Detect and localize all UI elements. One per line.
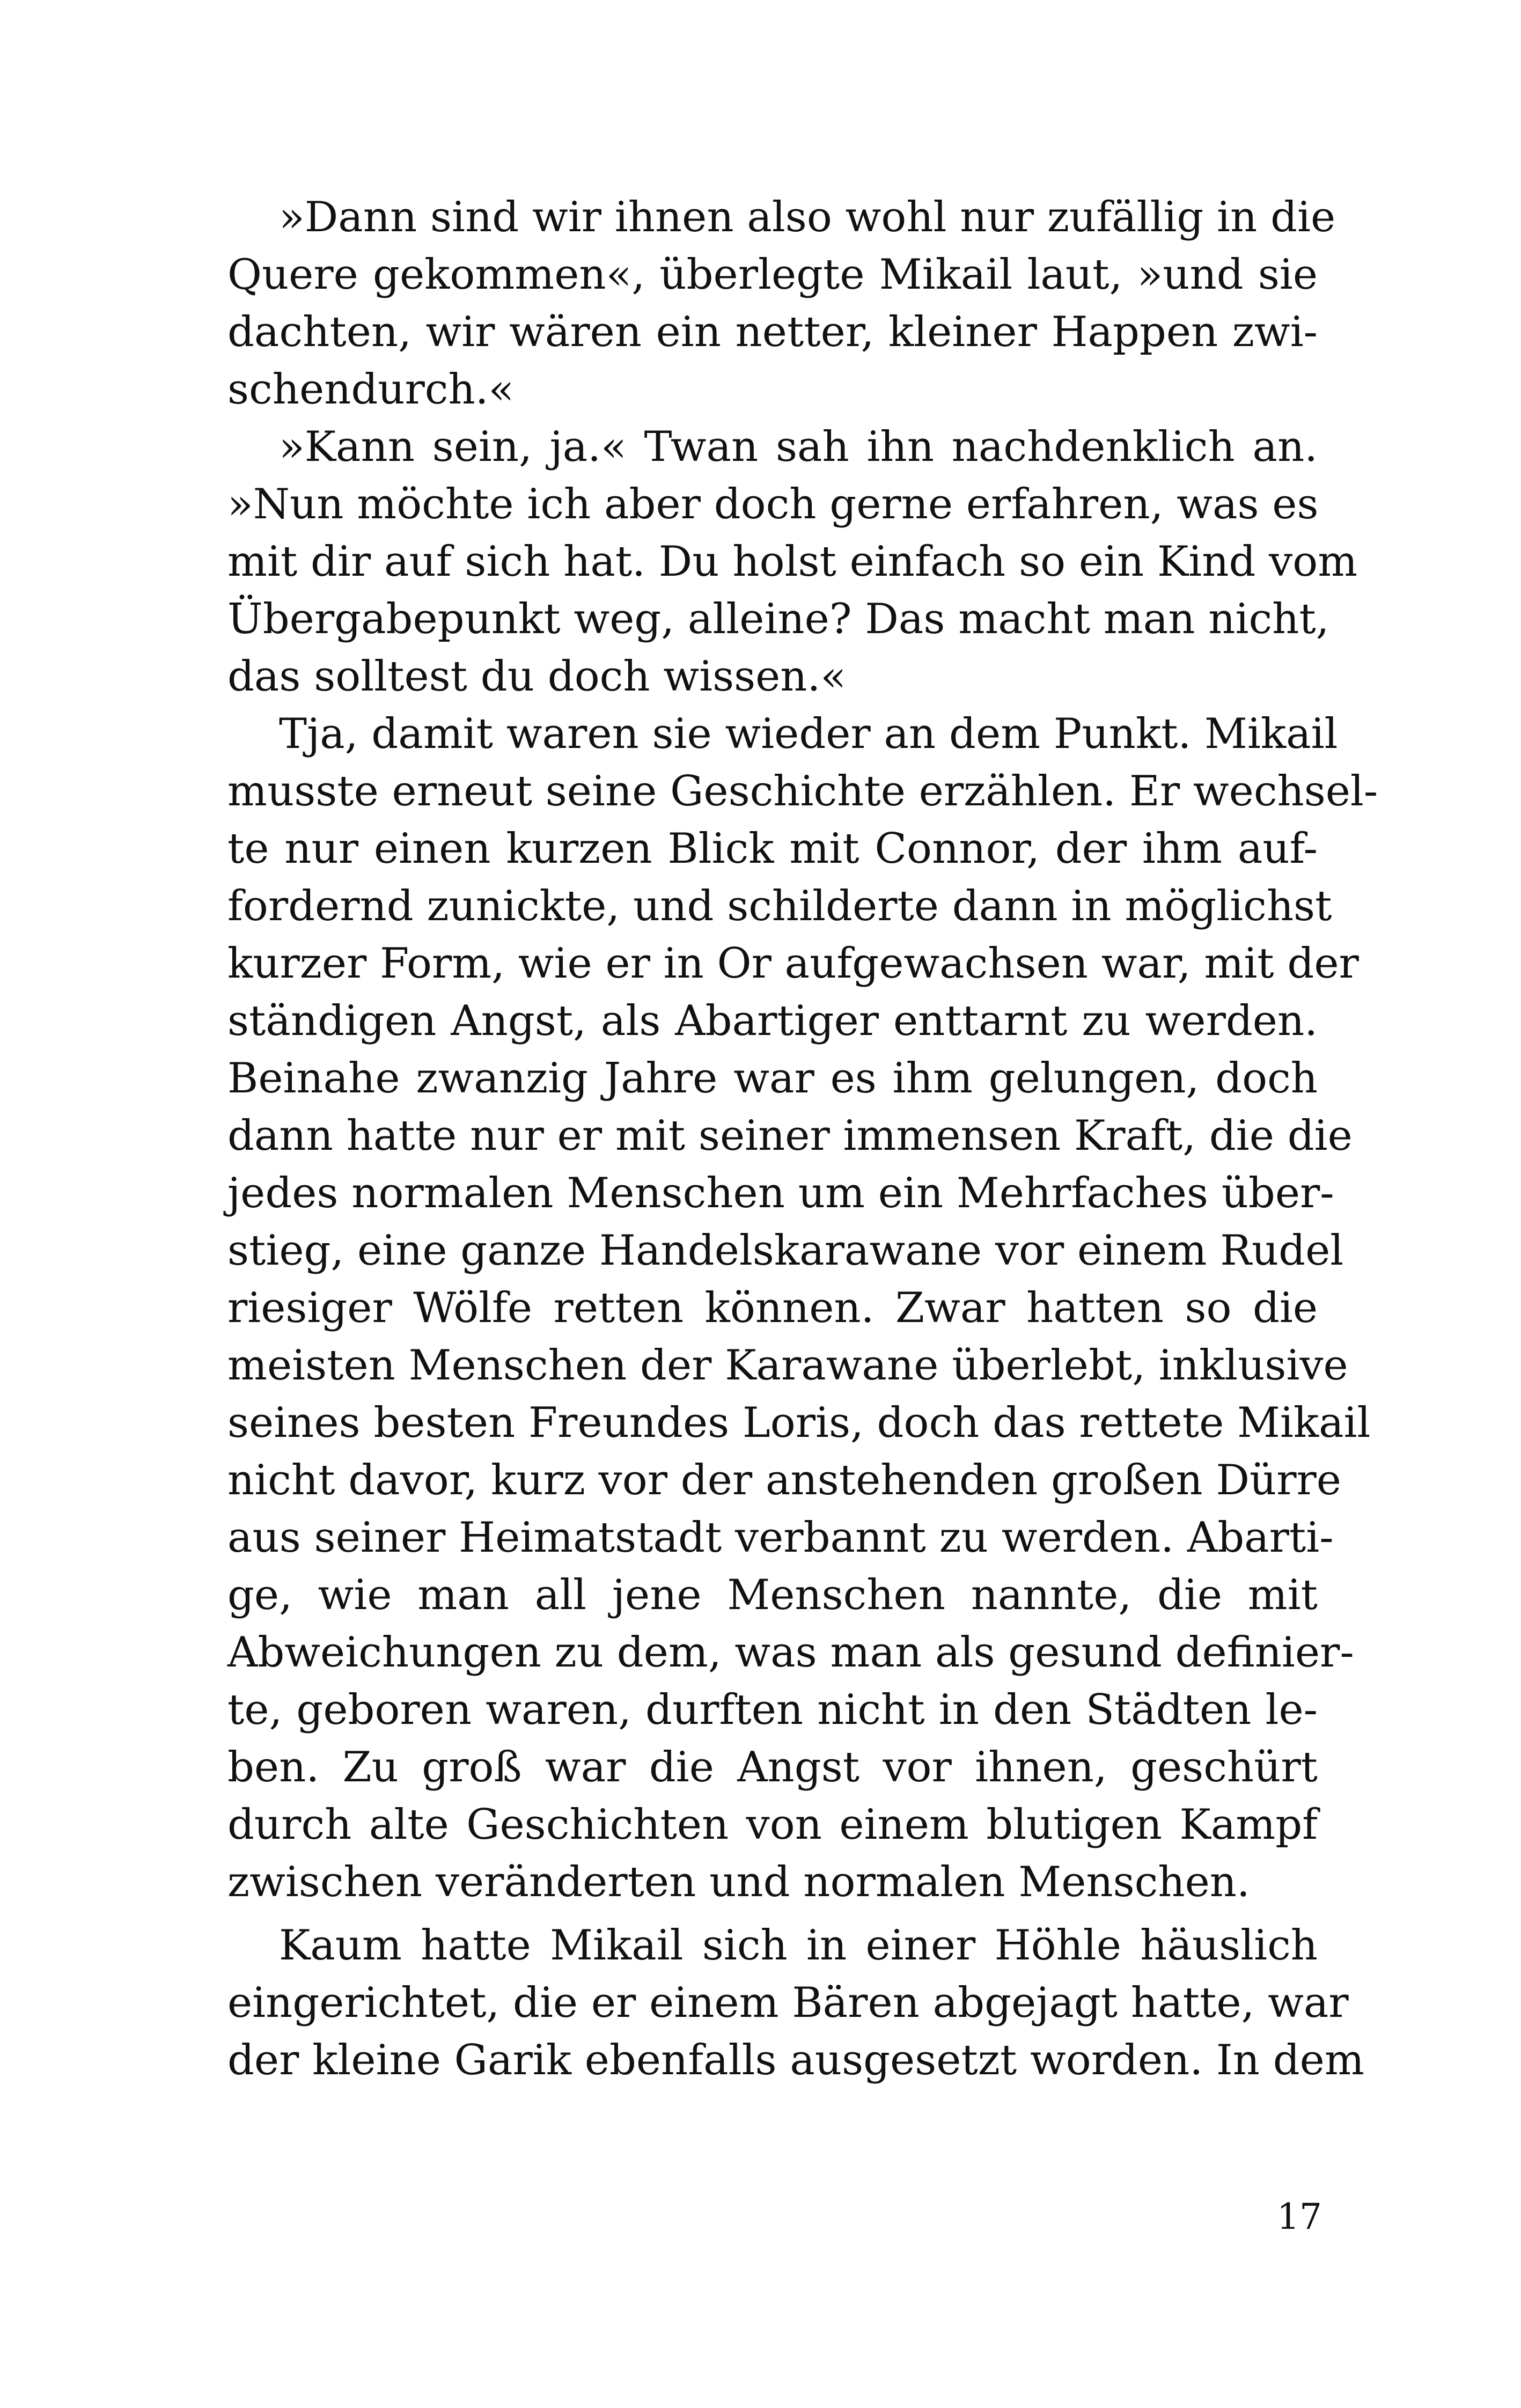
text-line: riesiger Wölfe retten können. Zwar hatten so die [227, 1284, 1318, 1332]
text-line: der kleine Garik ebenfalls ausgesetzt worden. In dem [227, 2036, 1364, 2084]
text-line: Tja, damit waren sie wieder an dem Punkt. Mikail [279, 710, 1338, 758]
text-line: Abweichungen zu dem, was man als gesund definier- [227, 1628, 1354, 1677]
text-line: ge, wie man all jene Menschen nannte, die mit [227, 1571, 1318, 1619]
text-line: schendurch.« [227, 365, 515, 414]
paragraph-3 [227, 706, 1378, 1911]
text-line: das solltest du doch wissen.« [227, 652, 847, 701]
page-number: 17 [1277, 2196, 1322, 2237]
text-line: zwischen veränderten und normalen Menschen. [227, 1858, 1250, 1906]
text-line: »Dann sind wir ihnen also wohl nur zufällig in die [279, 193, 1336, 241]
text-line: »Nun möchte ich aber doch gerne erfahren, was es [227, 480, 1319, 528]
text-line: kurzer Form, wie er in Or aufgewachsen war, mit der [227, 939, 1359, 988]
text-line: dann hatte nur er mit seiner immensen Kraft, die die [227, 1112, 1353, 1160]
text-line: seines besten Freundes Loris, doch das rettete Mikail [227, 1399, 1371, 1447]
text-line: jedes normalen Menschen um ein Mehrfaches über- [227, 1169, 1334, 1217]
text-line: stieg, eine ganze Handelskarawane vor einem Rudel [227, 1227, 1344, 1275]
text-line: ständigen Angst, als Abartiger enttarnt zu werden. [227, 997, 1318, 1045]
text-line: Quere gekommen«, überlegte Mikail laut, »und sie [227, 251, 1318, 299]
paragraph-1 [227, 189, 1336, 419]
text-line: durch alte Geschichten von einem blutigen Kampf [227, 1801, 1318, 1849]
text-line: fordernd zunickte, und schilderte dann in möglichst [227, 882, 1332, 930]
body-text [227, 189, 1378, 2089]
text-line: te, geboren waren, durften nicht in den Städten le- [227, 1686, 1318, 1734]
paragraph-spacing [227, 1911, 1318, 1917]
paragraph-2 [227, 419, 1358, 706]
text-line: aus seiner Heimatstadt verbannt zu werden. Abarti- [227, 1514, 1334, 1562]
text-line: Kaum hatte Mikail sich in einer Höhle häuslich [279, 1921, 1318, 1970]
text-line: mit dir auf sich hat. Du holst einfach so ein Kind vom [227, 538, 1358, 586]
text-line: eingerichtet, die er einem Bären abgejagt hatte, war [227, 1979, 1349, 2027]
text-line: musste erneut seine Geschichte erzählen. Er wechsel- [227, 767, 1378, 816]
text-line: Beinahe zwanzig Jahre war es ihm gelungen, doch [227, 1054, 1318, 1103]
paragraph-4 [227, 1917, 1364, 2089]
text-line: Übergabepunkt weg, alleine? Das macht man nicht, [227, 595, 1329, 643]
text-line: dachten, wir wären ein netter, kleiner Happen zwi- [227, 308, 1318, 356]
text-line: ben. Zu groß war die Angst vor ihnen, geschürt [227, 1743, 1318, 1792]
text-line: te nur einen kurzen Blick mit Connor, der ihm auf- [227, 825, 1318, 873]
text-line: »Kann sein, ja.« Twan sah ihn nachdenklich an. [279, 423, 1318, 471]
text-line: meisten Menschen der Karawane überlebt, inklusive [227, 1341, 1348, 1390]
text-line: nicht davor, kurz vor der anstehenden großen Dürre [227, 1456, 1341, 1504]
